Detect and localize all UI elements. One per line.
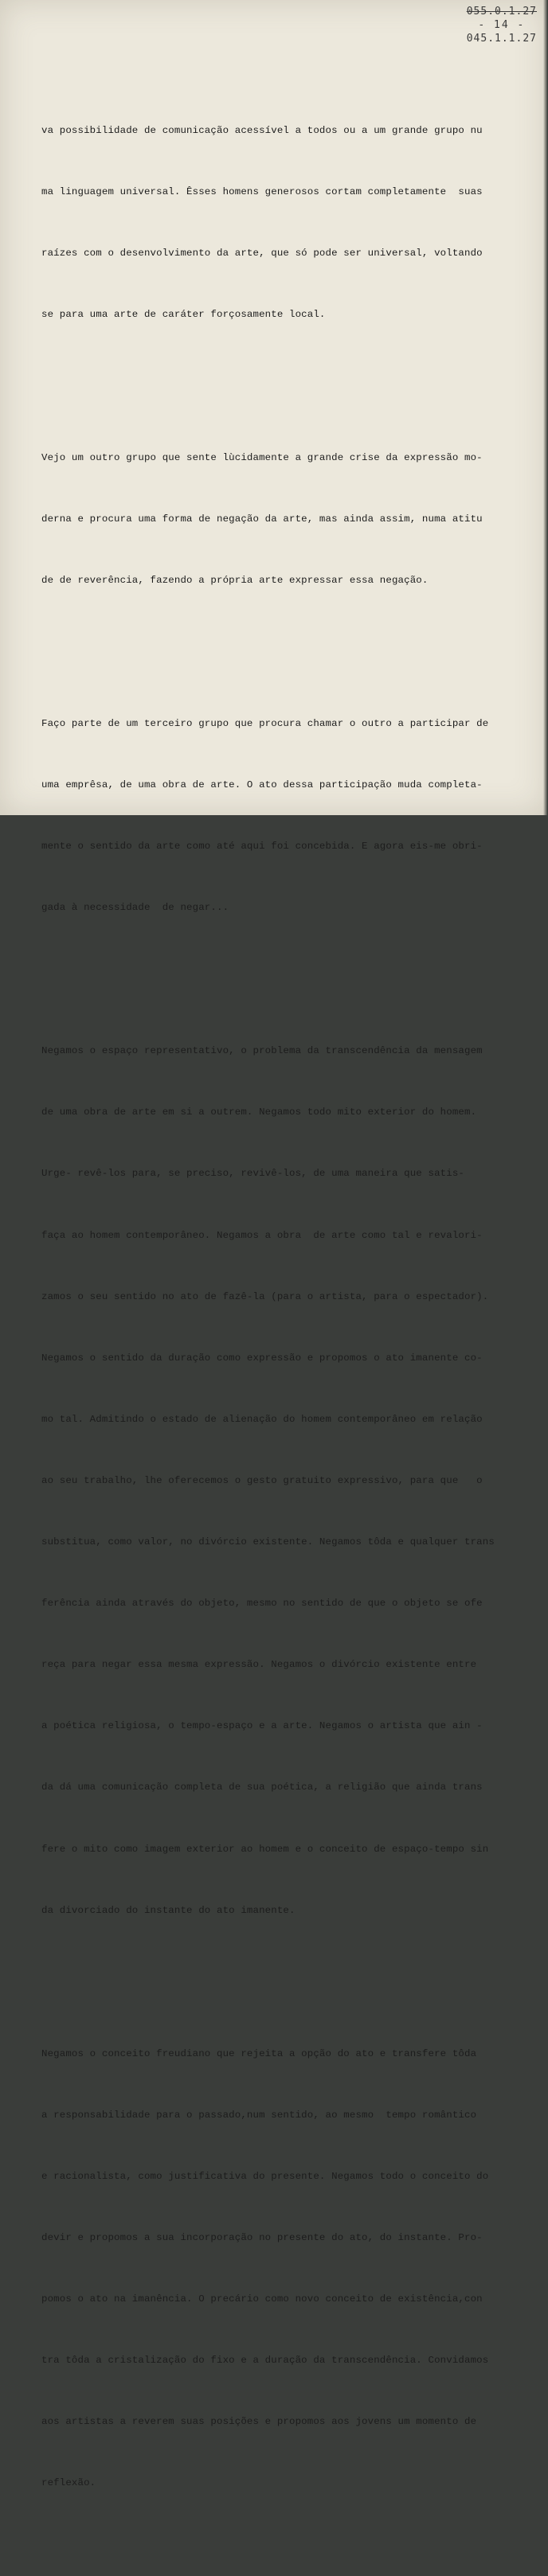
paragraph <box>41 673 542 960</box>
paragraph <box>41 1001 542 1962</box>
text-line: raízes com o desenvolvimento da arte, que só pode ser universal, voltando <box>41 248 483 259</box>
text-line: faça ao homem contemporâneo. Negamos a obra de arte como tal e revalori- <box>41 1229 483 1241</box>
text-line: e racionalista, como justificativa do presente. Negamos todo o conceito do <box>41 2170 489 2182</box>
text-line: va possibilidade de comunicação acessível a todos ou a um grande grupo nu <box>41 124 483 136</box>
text-line: gada à necessidade de negar... <box>41 902 229 914</box>
text-line: Urge- revê-los para, se preciso, revivê-los, de uma maneira que satis- <box>41 1168 464 1180</box>
text-line: devir e propomos a sua incorporação no presente do ato, do instante. Pro- <box>41 2231 483 2243</box>
text-line: fere o mito como imagem exterior ao homem e o conceito de espaço-tempo sin <box>41 1843 489 1855</box>
archive-reference-bottom: 045.1.1.27 <box>466 33 537 45</box>
text-line: mente o sentido da arte como até aqui foi concebida. E agora eis-me obri- <box>41 841 483 853</box>
paragraph <box>41 2003 542 2535</box>
text-line: Faço parte de um terceiro grupo que procura chamar o outro a participar de <box>41 718 489 730</box>
text-line: ma linguagem universal. Êsses homens generosos cortam completamente suas <box>41 185 483 197</box>
paragraph <box>41 408 542 633</box>
text-line: ferência ainda através do objeto, mesmo no sentido de que o objeto se ofe <box>41 1598 483 1610</box>
text-line: da dá uma comunicação completa de sua poética, a religião que ainda trans <box>41 1782 483 1793</box>
page-number: - 14 - <box>478 19 526 31</box>
text-line: a responsabilidade para o passado,num sentido, ao mesmo tempo romântico <box>41 2109 477 2121</box>
text-line: de uma obra de arte em si a outrem. Negamos todo mito exterior do homem. <box>41 1107 477 1118</box>
text-line: ao seu trabalho, lhe oferecemos o gesto gratuito expressivo, para que o <box>41 1474 483 1486</box>
text-line: pomos o ato na imanência. O precário como novo conceito de existência,con <box>41 2293 483 2305</box>
text-line: Negamos o conceito freudiano que rejeita a opção do ato e transfere tôda <box>41 2047 477 2059</box>
text-line: aos artistas a reverem suas posições e propomos aos jovens um momento de <box>41 2416 477 2428</box>
text-line: zamos o seu sentido no ato de fazê-la (para o artista, para o espectador). <box>41 1290 489 1302</box>
text-line: Negamos o espaço representativo, o problema da transcendência da mensagem <box>41 1045 483 1057</box>
text-line: a poética religiosa, o tempo-espaço e a arte. Negamos o artista que ain - <box>41 1720 483 1732</box>
text-line: tra tôda a cristalização do fixo e a duração da transcendência. Convidamos <box>41 2354 489 2366</box>
text-line: Negamos o sentido da duração como expressão e propomos o ato imanente co- <box>41 1352 483 1364</box>
text-line: derna e procura uma forma de negação da arte, mas ainda assim, numa atitu <box>41 513 483 525</box>
text-line: da divorciado do instante do ato imanente. <box>41 1904 296 1916</box>
text-line: substitua, como valor, no divórcio existente. Negamos tôda e qualquer trans <box>41 1536 495 1548</box>
text-line: Vejo um outro grupo que sente lùcidamente a grande crise da expressão mo- <box>41 452 483 463</box>
text-line: de de reverência, fazendo a própria arte expressar essa negação. <box>41 575 429 587</box>
archive-reference-top: 055.0.1.27 <box>466 6 537 18</box>
text-line: reflexão. <box>41 2477 96 2489</box>
text-line: reça para negar essa mesma expressão. Negamos o divórcio existente entre <box>41 1659 477 1671</box>
typewritten-text <box>41 39 542 2576</box>
paragraph <box>41 80 542 366</box>
text-line: mo tal. Admitindo o estado de alienação do homem contemporâneo em relação <box>41 1413 483 1425</box>
text-line: se para uma arte de caráter forçosamente local. <box>41 309 326 321</box>
text-line: uma emprêsa, de uma obra de arte. O ato dessa participação muda completa- <box>41 779 483 791</box>
